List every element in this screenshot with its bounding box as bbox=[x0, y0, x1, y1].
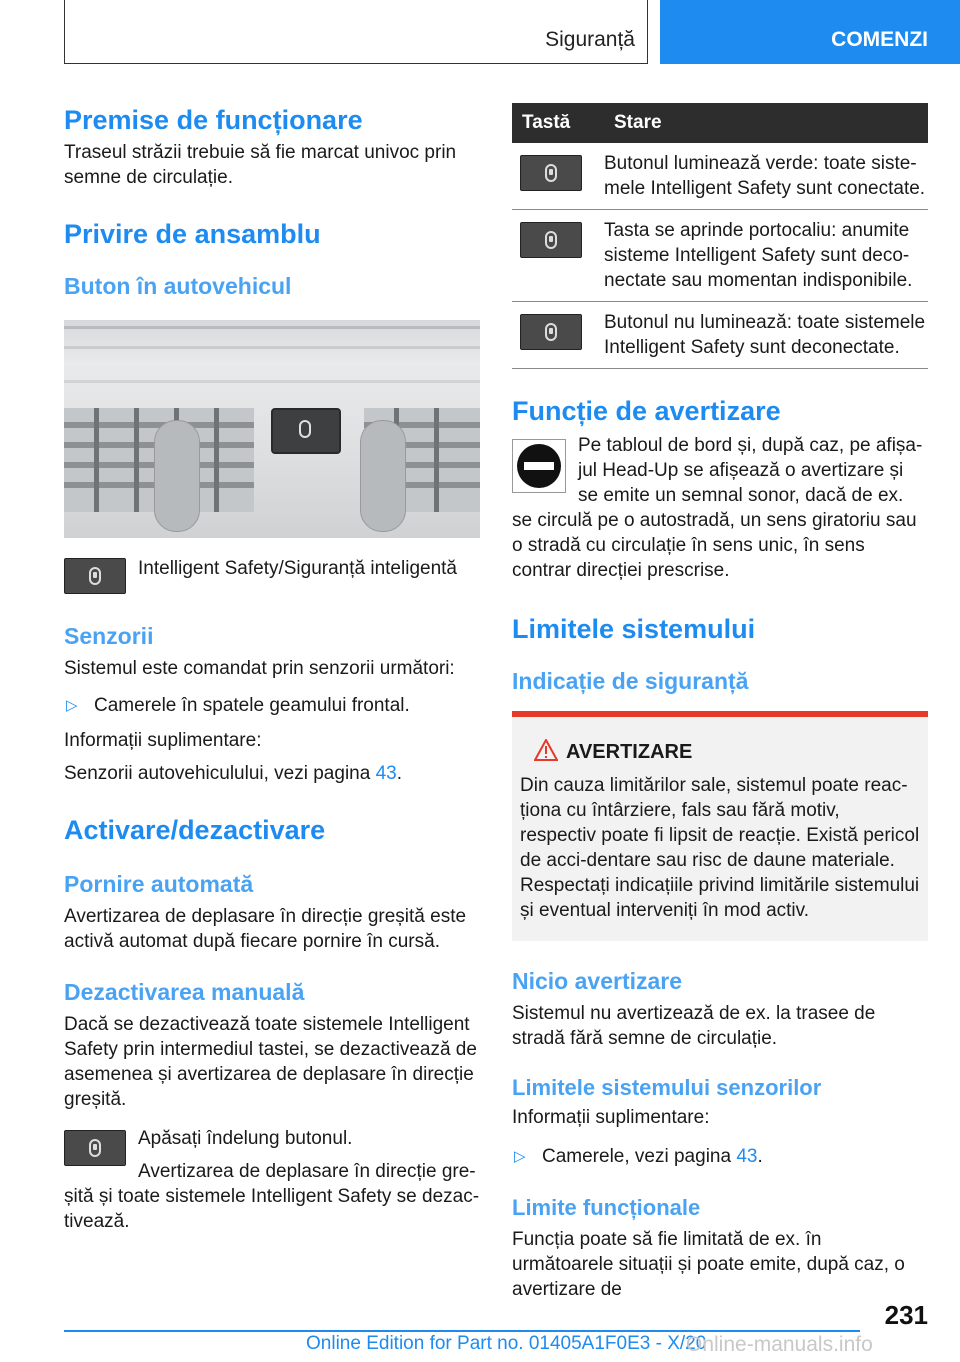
text-auto-start: Avertizarea de deplasare în direcție greșită este activă automat după fiecare pornire în cursă. bbox=[64, 906, 467, 952]
step-result-a: Avertizarea de deplasare în direcție gre- bbox=[138, 1161, 476, 1182]
heading-activate: Activare/dezactivare bbox=[64, 815, 326, 845]
page-link-43[interactable]: 43 bbox=[375, 763, 397, 784]
step-row bbox=[64, 1126, 480, 1184]
intelligent-safety-button-icon bbox=[520, 314, 582, 350]
text-more-info-right: Informații suplimentare: bbox=[512, 1107, 710, 1128]
dashboard-photo bbox=[64, 320, 480, 538]
table-row bbox=[512, 143, 928, 210]
heading-warning-function: Funcție de avertizare bbox=[512, 396, 781, 426]
text-premise: Traseul străzii trebuie să fie marcat univoc prin semne de circulație. bbox=[64, 142, 457, 188]
sensor-list-item: ▷ Camerele în spatele geamului frontal. bbox=[66, 695, 410, 716]
warning-text: Din cauza limitărilor sale, sistemul poate reac-ționa cu întârziere, fals sau fără motiv, respectiv poate fi lipsit de reacție. Există pericol de acci-dentare sau risc de daune materiale. Respectați indicațiile privind limitările sistemului și eventual interveniți în mod activ. bbox=[520, 775, 920, 921]
intelligent-safety-button-photo bbox=[271, 408, 341, 454]
button-caption-row bbox=[64, 558, 480, 594]
header-chapter-label: COMENZI bbox=[831, 28, 928, 51]
step-result-b: șită și toate sistemele Intelligent Safety se dezac-tivează. bbox=[64, 1186, 480, 1232]
button-caption: Intelligent Safety/Siguranță inteligentă bbox=[138, 558, 457, 579]
intelligent-safety-button-icon bbox=[520, 222, 582, 258]
no-entry-sign-icon bbox=[512, 439, 566, 493]
button-state-table bbox=[512, 103, 928, 369]
table-cell-state: Butonul luminează verde: toate siste-mele Intelligent Safety sunt conectate. bbox=[604, 143, 928, 210]
table-row bbox=[512, 302, 928, 369]
heading-overview: Privire de ansamblu bbox=[64, 219, 321, 249]
heading-safety-note: Indicație de siguranță bbox=[512, 668, 749, 694]
intelligent-safety-button-icon bbox=[64, 558, 126, 594]
heading-sensor-limits: Limitele sistemului senzorilor bbox=[512, 1075, 822, 1100]
heading-manual: Dezactivarea manuală bbox=[64, 979, 305, 1005]
heading-system-limits: Limitele sistemului bbox=[512, 614, 756, 644]
warning-triangle-icon bbox=[534, 739, 558, 761]
text-sensors-ref: Senzorii autovehiculului, vezi pagina 43. bbox=[64, 763, 403, 784]
page-number: 231 bbox=[884, 1300, 928, 1330]
header-chapter-tab[interactable] bbox=[660, 0, 960, 64]
text-manual: Dacă se dezactivează toate sistemele Intelligent Safety prin intermediul tastei, se dezactivează de asemenea și avertizarea de deplasare în direcție greșită. bbox=[64, 1014, 477, 1110]
text-no-warning: Sistemul nu avertizează de ex. la trasee de stradă fără semne de circulație. bbox=[512, 1003, 876, 1049]
table-row bbox=[512, 210, 928, 302]
text-functional-limits: Funcția poate să fie limitată de ex. în următoarele situații și poate emite, după caz, o avertizare de bbox=[512, 1229, 905, 1300]
text-warning-function: Pe tabloul de bord și, după caz, pe afișa-jul Head-Up se afișează o avertizare și se emite un semnal sonor, dacă de ex. se circulă pe o autostradă, un sens giratoriu sau o stradă cu circulație în sens unic, în sens contrar direcției prescrise. bbox=[512, 435, 923, 581]
camera-list-item: ▷ Camerele, vezi pagina 43. bbox=[514, 1146, 763, 1167]
header-section-box bbox=[64, 0, 648, 64]
warning-function-block bbox=[512, 431, 928, 583]
table-cell-state: Butonul nu luminează: toate sistemele Intelligent Safety sunt deconectate. bbox=[604, 302, 928, 369]
heading-button: Buton în autovehicul bbox=[64, 273, 292, 299]
watermark: Online-manuals.info bbox=[686, 1333, 873, 1356]
triangle-bullet-icon: ▷ bbox=[514, 1148, 526, 1165]
heading-auto-start: Pornire automată bbox=[64, 871, 254, 897]
heading-sensors: Senzorii bbox=[64, 623, 154, 649]
heading-functional-limits: Limite funcționale bbox=[512, 1195, 701, 1220]
text-sensors: Sistemul este comandat prin senzorii următori: bbox=[64, 658, 455, 679]
table-cell-state: Tasta se aprinde portocaliu: anumite sisteme Intelligent Safety sunt deco-nectate sau momentan indisponibile. bbox=[604, 210, 928, 302]
intelligent-safety-button-icon bbox=[520, 155, 582, 191]
footer-edition: Online Edition for Part no. 01405A1F0E3 - X/20 bbox=[306, 1333, 707, 1354]
warning-box bbox=[512, 711, 928, 941]
heading-no-warning: Nicio avertizare bbox=[512, 968, 683, 994]
triangle-bullet-icon: ▷ bbox=[66, 697, 78, 714]
table-header-state: Stare bbox=[604, 103, 928, 143]
intelligent-safety-button-icon bbox=[64, 1130, 126, 1166]
warning-title: AVERTIZARE bbox=[520, 739, 920, 765]
step-instruction: Apăsați îndelung butonul. bbox=[138, 1128, 353, 1149]
text-more-info: Informații suplimentare: bbox=[64, 730, 262, 751]
header-section-title: Siguranță bbox=[545, 28, 635, 51]
left-column bbox=[64, 100, 480, 1234]
table-header-key: Tastă bbox=[512, 103, 604, 143]
right-column bbox=[512, 103, 928, 1302]
heading-premise: Premise de funcționare bbox=[64, 105, 363, 135]
page-link-43[interactable]: 43 bbox=[736, 1146, 758, 1167]
footer-rule bbox=[64, 1330, 860, 1332]
